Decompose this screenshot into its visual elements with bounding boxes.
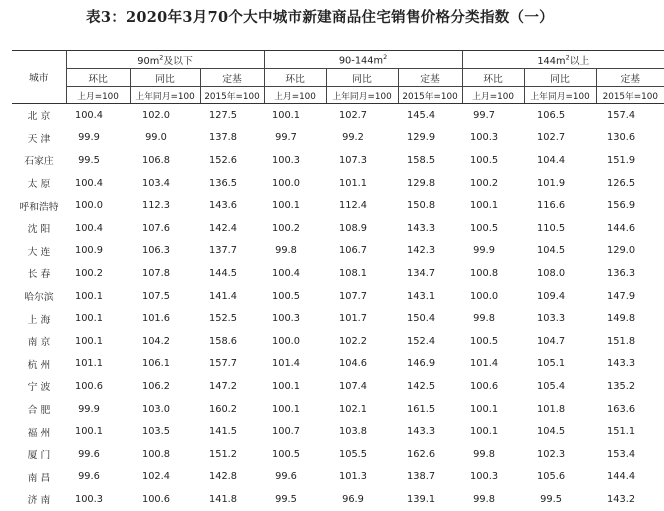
index-value-cell: 150.8	[407, 200, 436, 212]
index-value-cell: 104.2	[141, 335, 171, 347]
index-value-cell: 106.7	[338, 245, 368, 257]
index-value-cell: 102.1	[338, 403, 368, 415]
index-value-cell: 103.8	[338, 426, 368, 438]
table-header	[12, 51, 664, 104]
group-header-under-90: $90m^2$及以下	[66, 51, 264, 69]
price-index-table	[12, 50, 664, 511]
table-row	[12, 217, 664, 240]
index-value-cell: 103.0	[141, 403, 171, 415]
index-value-cell: 160.2	[208, 403, 238, 415]
index-value-cell: 100.5	[470, 154, 499, 166]
index-value-cell: 104.5	[537, 245, 566, 257]
index-value-cell: 129.0	[607, 245, 636, 257]
index-value-cell: 100.1	[470, 200, 499, 212]
city-name: 福 州	[27, 427, 51, 439]
index-value-cell: 145.4	[407, 109, 436, 121]
index-value-cell: 100.3	[470, 132, 499, 144]
index-value-cell: 100.0	[74, 200, 104, 212]
city-name: 石家庄	[24, 156, 54, 168]
index-value-cell: 100.1	[271, 403, 301, 415]
index-value-cell: 99.8	[275, 245, 297, 257]
index-value-cell: 99.8	[473, 313, 495, 325]
base-label-prev-month: 上月=100	[66, 87, 130, 104]
index-value-cell: 143.1	[407, 290, 436, 302]
index-value-cell: 109.4	[537, 290, 566, 302]
index-value-cell: 99.7	[275, 132, 297, 144]
index-value-cell: 100.3	[74, 493, 104, 505]
index-value-cell: 100.7	[271, 426, 301, 438]
city-name: 厦 门	[27, 450, 51, 462]
index-value-cell: 99.9	[78, 403, 100, 415]
table-row	[12, 443, 664, 466]
index-value-cell: 106.1	[141, 358, 171, 370]
index-value-cell: 162.6	[407, 448, 436, 460]
index-value-cell: 101.1	[338, 177, 368, 189]
table-row	[12, 172, 664, 195]
index-value-cell: 147.9	[607, 290, 636, 302]
city-name: 宁 波	[27, 382, 51, 394]
index-value-cell: 142.8	[208, 471, 238, 483]
sub-header-fixed-base: 定基	[596, 69, 664, 87]
index-value-cell: 141.4	[208, 290, 238, 302]
table-row	[12, 285, 664, 308]
index-value-cell: 129.9	[407, 132, 436, 144]
city-name: 太 原	[27, 179, 51, 191]
index-value-cell: 100.8	[141, 448, 171, 460]
city-name: 杭 州	[27, 359, 51, 371]
index-value-cell: 137.7	[208, 245, 238, 257]
index-value-cell: 151.1	[607, 426, 636, 438]
index-value-cell: 150.4	[407, 313, 436, 325]
index-value-cell: 138.7	[407, 471, 436, 483]
city-name: 长 春	[27, 269, 51, 281]
index-value-cell: 100.6	[74, 380, 104, 392]
index-value-cell: 129.8	[407, 177, 436, 189]
index-value-cell: 101.1	[74, 358, 104, 370]
index-value-cell: 102.4	[141, 471, 171, 483]
index-value-cell: 161.5	[407, 403, 436, 415]
index-value-cell: 103.5	[141, 426, 171, 438]
index-value-cell: 105.1	[537, 358, 566, 370]
index-value-cell: 112.3	[141, 200, 171, 212]
sub-header-mom: 环比	[264, 69, 326, 87]
index-value-cell: 100.1	[271, 109, 301, 121]
index-value-cell: 101.3	[338, 471, 368, 483]
index-value-cell: 101.9	[537, 177, 566, 189]
table-row	[12, 104, 664, 127]
index-value-cell: 143.3	[407, 426, 436, 438]
index-value-cell: 104.5	[537, 426, 566, 438]
index-value-cell: 100.2	[470, 177, 499, 189]
table-row	[12, 466, 664, 489]
index-value-cell: 143.2	[607, 493, 636, 505]
index-value-cell: 99.8	[473, 493, 495, 505]
index-value-cell: 158.5	[407, 154, 436, 166]
index-value-cell: 156.9	[607, 200, 636, 212]
index-value-cell: 100.5	[470, 335, 499, 347]
page-title: 表3：2020年3月70个大中城市新建商品住宅销售价格分类指数（一）	[86, 9, 554, 26]
city-name: 上 海	[27, 314, 51, 326]
city-name: 济 南	[27, 495, 51, 507]
index-value-cell: 143.6	[208, 200, 238, 212]
city-name: 大 连	[27, 246, 51, 258]
table-row	[12, 149, 664, 172]
index-value-cell: 136.3	[607, 267, 636, 279]
index-value-cell: 99.5	[78, 154, 100, 166]
index-value-cell: 100.1	[74, 290, 104, 302]
index-value-cell: 100.5	[271, 290, 301, 302]
index-value-cell: 100.1	[470, 426, 499, 438]
table-body	[12, 104, 664, 511]
sub-header-mom: 环比	[66, 69, 130, 87]
index-value-cell: 107.5	[141, 290, 171, 302]
city-name: 北 京	[27, 111, 51, 123]
index-value-cell: 100.1	[271, 200, 301, 212]
index-value-cell: 104.4	[537, 154, 566, 166]
index-value-cell: 158.6	[208, 335, 238, 347]
index-value-cell: 99.7	[473, 109, 495, 121]
index-value-cell: 126.5	[607, 177, 636, 189]
index-value-cell: 100.4	[74, 222, 104, 234]
index-value-cell: 136.5	[208, 177, 238, 189]
index-value-cell: 106.3	[141, 245, 171, 257]
index-value-cell: 142.5	[407, 380, 436, 392]
index-value-cell: 106.2	[141, 380, 171, 392]
index-value-cell: 108.9	[338, 222, 368, 234]
index-value-cell: 104.6	[338, 358, 368, 370]
index-value-cell: 142.3	[407, 245, 436, 257]
index-value-cell: 100.3	[470, 471, 499, 483]
sub-header-yoy: 同比	[524, 69, 596, 87]
index-value-cell: 99.9	[473, 245, 495, 257]
index-value-cell: 103.3	[537, 313, 566, 325]
index-value-cell: 108.1	[338, 267, 368, 279]
index-value-cell: 100.1	[271, 380, 301, 392]
index-value-cell: 99.6	[275, 471, 297, 483]
index-value-cell: 96.9	[342, 493, 364, 505]
index-value-cell: 106.5	[537, 109, 566, 121]
index-value-cell: 100.2	[74, 267, 104, 279]
index-value-cell: 101.6	[141, 313, 171, 325]
base-label-prev-month: 上月=100	[462, 87, 524, 104]
index-value-cell: 100.1	[74, 313, 104, 325]
index-value-cell: 107.3	[338, 154, 368, 166]
index-value-cell: 102.7	[537, 132, 566, 144]
base-label-prev-year: 上年同月=100	[130, 87, 200, 104]
table-row	[12, 240, 664, 263]
index-value-cell: 143.3	[407, 222, 436, 234]
city-column-header: 城市	[12, 51, 66, 104]
index-value-cell: 144.4	[607, 471, 636, 483]
group-header-90-144: $90-144m^2$	[264, 51, 462, 69]
table-row	[12, 488, 664, 511]
index-value-cell: 100.4	[74, 177, 104, 189]
index-value-cell: 137.8	[208, 132, 238, 144]
index-value-cell: 105.4	[537, 380, 566, 392]
index-value-cell: 99.9	[78, 132, 100, 144]
index-value-cell: 100.9	[74, 245, 104, 257]
index-value-cell: 101.4	[271, 358, 301, 370]
index-value-cell: 151.2	[208, 448, 238, 460]
index-value-cell: 107.7	[338, 290, 368, 302]
index-value-cell: 104.7	[537, 335, 566, 347]
index-value-cell: 100.0	[470, 290, 499, 302]
sub-header-yoy: 同比	[326, 69, 398, 87]
index-value-cell: 107.4	[338, 380, 368, 392]
index-value-cell: 163.6	[607, 403, 636, 415]
table-row	[12, 127, 664, 150]
index-value-cell: 157.7	[208, 358, 238, 370]
index-value-cell: 116.6	[537, 200, 566, 212]
index-value-cell: 101.8	[537, 403, 566, 415]
index-value-cell: 101.7	[338, 313, 368, 325]
index-value-cell: 127.5	[208, 109, 238, 121]
table-row	[12, 307, 664, 330]
base-label-prev-year: 上年同月=100	[326, 87, 398, 104]
base-label-2015: 2015年=100	[398, 87, 462, 104]
index-value-cell: 99.0	[145, 132, 167, 144]
index-value-cell: 147.2	[208, 380, 238, 392]
index-value-cell: 100.5	[470, 222, 499, 234]
base-label-prev-month: 上月=100	[264, 87, 326, 104]
city-name: 呼和浩特	[19, 201, 59, 213]
index-value-cell: 102.2	[338, 335, 368, 347]
table-row	[12, 375, 664, 398]
index-value-cell: 146.9	[407, 358, 436, 370]
index-value-cell: 100.5	[271, 448, 301, 460]
index-value-cell: 151.9	[607, 154, 636, 166]
index-value-cell: 144.5	[208, 267, 238, 279]
index-value-cell: 135.2	[607, 380, 636, 392]
index-value-cell: 105.6	[537, 471, 566, 483]
index-value-cell: 100.3	[271, 313, 301, 325]
index-value-cell: 102.3	[537, 448, 566, 460]
index-value-cell: 141.5	[208, 426, 238, 438]
index-value-cell: 152.4	[407, 335, 436, 347]
table-row	[12, 420, 664, 443]
index-value-cell: 151.8	[607, 335, 636, 347]
index-value-cell: 100.1	[74, 335, 104, 347]
index-value-cell: 99.6	[78, 448, 100, 460]
index-value-cell: 103.4	[141, 177, 171, 189]
index-value-cell: 99.6	[78, 471, 100, 483]
index-value-cell: 100.6	[141, 493, 171, 505]
index-value-cell: 100.4	[74, 109, 104, 121]
index-value-cell: 101.4	[470, 358, 499, 370]
index-value-cell: 100.4	[271, 267, 301, 279]
sub-header-fixed-base: 定基	[200, 69, 264, 87]
index-value-cell: 99.2	[342, 132, 364, 144]
sub-header-mom: 环比	[462, 69, 524, 87]
index-value-cell: 139.1	[407, 493, 436, 505]
sub-header-fixed-base: 定基	[398, 69, 462, 87]
index-value-cell: 153.4	[607, 448, 636, 460]
table-row	[12, 262, 664, 285]
table-row	[12, 398, 664, 421]
index-value-cell: 143.3	[607, 358, 636, 370]
base-label-2015: 2015年=100	[596, 87, 664, 104]
index-value-cell: 100.3	[271, 154, 301, 166]
base-label-prev-year: 上年同月=100	[524, 87, 596, 104]
index-value-cell: 99.5	[540, 493, 562, 505]
index-value-cell: 142.4	[208, 222, 238, 234]
index-value-cell: 105.5	[338, 448, 368, 460]
table-row	[12, 194, 664, 217]
sub-header-yoy: 同比	[130, 69, 200, 87]
table-row	[12, 330, 664, 353]
city-name: 天 津	[27, 133, 51, 145]
index-value-cell: 152.6	[208, 154, 238, 166]
city-name: 合 肥	[27, 405, 51, 417]
city-name: 哈尔滨	[24, 292, 54, 304]
index-value-cell: 100.8	[470, 267, 499, 279]
index-value-cell: 107.6	[141, 222, 171, 234]
city-name: 南 京	[27, 337, 51, 349]
city-name: 沈 阳	[27, 224, 51, 236]
index-value-cell: 100.1	[74, 426, 104, 438]
index-value-cell: 134.7	[407, 267, 436, 279]
index-value-cell: 130.6	[607, 132, 636, 144]
index-value-cell: 157.4	[607, 109, 636, 121]
index-value-cell: 102.7	[338, 109, 368, 121]
index-value-cell: 149.8	[607, 313, 636, 325]
city-name: 南 昌	[27, 472, 51, 484]
index-value-cell: 100.0	[271, 335, 301, 347]
index-value-cell: 100.0	[271, 177, 301, 189]
index-value-cell: 99.8	[473, 448, 495, 460]
index-value-cell: 106.8	[141, 154, 171, 166]
index-value-cell: 102.0	[141, 109, 171, 121]
index-value-cell: 107.8	[141, 267, 171, 279]
index-value-cell: 152.5	[208, 313, 238, 325]
index-value-cell: 100.1	[470, 403, 499, 415]
index-value-cell: 112.4	[338, 200, 368, 212]
index-value-cell: 108.0	[537, 267, 566, 279]
index-value-cell: 100.2	[271, 222, 301, 234]
index-value-cell: 141.8	[208, 493, 238, 505]
index-value-cell: 144.6	[607, 222, 636, 234]
table-row	[12, 353, 664, 376]
index-value-cell: 99.5	[275, 493, 297, 505]
index-value-cell: 110.5	[537, 222, 566, 234]
index-value-cell: 100.6	[470, 380, 499, 392]
group-header-over-144: $144m^2$以上	[462, 51, 664, 69]
base-label-2015: 2015年=100	[200, 87, 264, 104]
